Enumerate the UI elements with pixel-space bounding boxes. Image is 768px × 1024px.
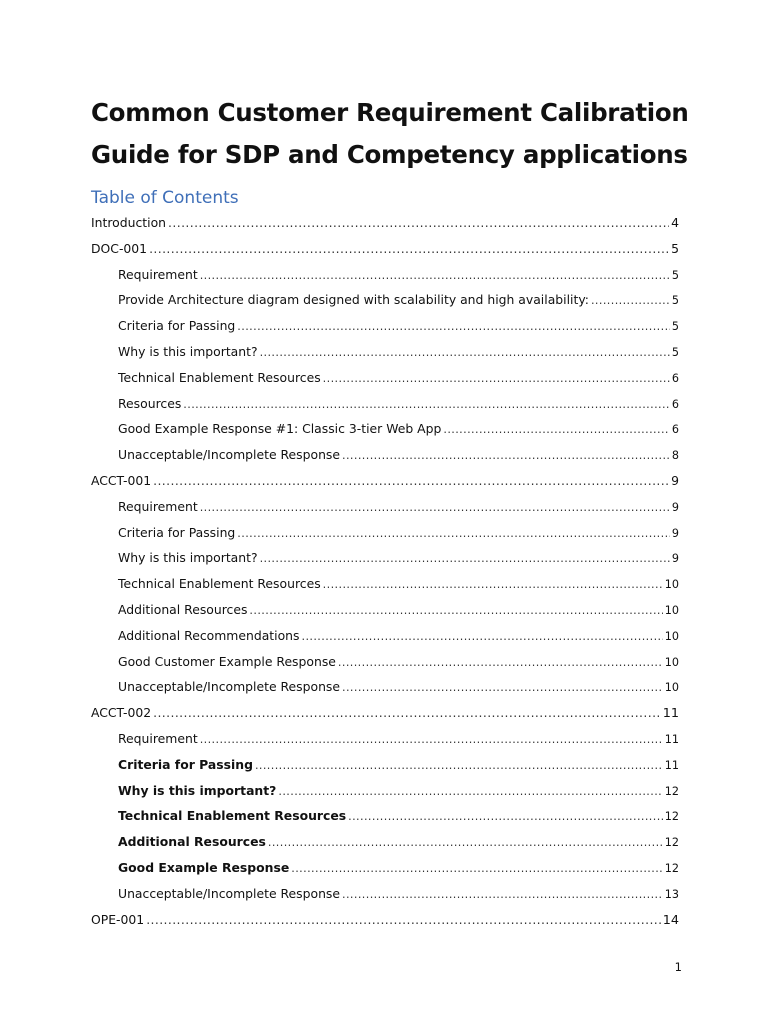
toc-entry-label: Requirement bbox=[118, 730, 198, 746]
toc-dot-leader bbox=[338, 650, 663, 676]
toc-dot-leader bbox=[260, 546, 670, 572]
toc-entry-label: Unacceptable/Incomplete Response bbox=[118, 679, 341, 695]
toc-entry[interactable] bbox=[91, 752, 679, 778]
toc-entry-label: Good Example Response #1: Classic 3-tier Web App bbox=[118, 421, 442, 437]
toc-entry-page: 9 bbox=[671, 526, 679, 540]
toc-dot-leader bbox=[301, 624, 662, 650]
toc-entry-label: ACCT-001 bbox=[91, 472, 152, 488]
toc-dot-leader bbox=[168, 210, 669, 236]
toc-entry-label: Additional Resources bbox=[118, 601, 248, 617]
toc-entry-page: 10 bbox=[664, 629, 679, 643]
toc-entry-page: 5 bbox=[671, 320, 679, 334]
toc-dot-leader bbox=[591, 288, 670, 314]
toc-entry-page: 4 bbox=[671, 215, 679, 230]
toc-entry[interactable] bbox=[91, 829, 679, 855]
toc-entry[interactable] bbox=[91, 623, 679, 649]
toc-entry-label: Criteria for Passing bbox=[118, 756, 253, 772]
toc-entry[interactable] bbox=[91, 416, 679, 442]
toc-entry[interactable] bbox=[91, 726, 679, 752]
toc-dot-leader bbox=[342, 882, 663, 908]
toc-entry-label: OPE-001 bbox=[91, 911, 145, 927]
toc-entry-page: 5 bbox=[671, 294, 679, 308]
page-number: 1 bbox=[674, 960, 682, 974]
toc-dot-leader bbox=[348, 804, 663, 830]
toc-entry[interactable] bbox=[91, 339, 679, 365]
toc-entry[interactable] bbox=[91, 571, 679, 597]
toc-dot-leader bbox=[153, 700, 661, 726]
toc-entry[interactable] bbox=[91, 210, 679, 236]
toc-entry[interactable] bbox=[91, 907, 679, 933]
toc-entry[interactable] bbox=[91, 391, 679, 417]
toc-entry-label: Why is this important? bbox=[118, 343, 258, 359]
toc-entry-page: 12 bbox=[664, 836, 679, 850]
toc-entry-page: 6 bbox=[671, 371, 679, 385]
toc-dot-leader bbox=[342, 675, 663, 701]
toc-dot-leader bbox=[200, 263, 670, 289]
toc-entry-label: ACCT-002 bbox=[91, 705, 152, 721]
toc-entry[interactable] bbox=[91, 262, 679, 288]
toc-entry-label: Requirement bbox=[118, 266, 198, 282]
toc-entry-page: 6 bbox=[671, 397, 679, 411]
toc-dot-leader bbox=[323, 366, 670, 392]
toc-entry-label: Technical Enablement Resources bbox=[118, 808, 347, 824]
toc-entry-label: Criteria for Passing bbox=[118, 318, 236, 334]
toc-entry-label: Technical Enablement Resources bbox=[118, 369, 321, 385]
toc-entry-page: 12 bbox=[664, 861, 679, 875]
toc-dot-leader bbox=[183, 392, 670, 418]
toc-entry-page: 13 bbox=[664, 887, 679, 901]
toc-entry-label: Good Customer Example Response bbox=[118, 653, 336, 669]
toc-entry-page: 9 bbox=[671, 500, 679, 514]
toc-dot-leader bbox=[237, 314, 670, 340]
toc-entry-page: 10 bbox=[664, 681, 679, 695]
toc-dot-leader bbox=[291, 856, 663, 882]
toc-entry-page: 5 bbox=[671, 240, 679, 256]
toc-entry[interactable] bbox=[91, 365, 679, 391]
toc-dot-leader bbox=[200, 727, 663, 753]
toc-dot-leader bbox=[149, 236, 669, 262]
toc-dot-leader bbox=[146, 907, 661, 933]
toc-entry[interactable] bbox=[91, 855, 679, 881]
toc-entry-page: 9 bbox=[671, 472, 679, 488]
toc-entry[interactable] bbox=[91, 287, 679, 313]
toc-entry-label: Additional Resources bbox=[118, 834, 266, 850]
toc-entry-label: Unacceptable/Incomplete Response bbox=[118, 885, 341, 901]
toc-heading: Table of Contents bbox=[91, 188, 239, 208]
toc-entry[interactable] bbox=[91, 520, 679, 546]
toc-dot-leader bbox=[342, 443, 670, 469]
toc-entry[interactable] bbox=[91, 700, 679, 726]
table-of-contents bbox=[91, 210, 679, 932]
toc-entry[interactable] bbox=[91, 803, 679, 829]
toc-entry-page: 5 bbox=[671, 268, 679, 282]
toc-entry-page: 8 bbox=[671, 449, 679, 463]
toc-entry-page: 12 bbox=[664, 810, 679, 824]
toc-dot-leader bbox=[260, 340, 670, 366]
toc-dot-leader bbox=[153, 468, 669, 494]
toc-entry[interactable] bbox=[91, 674, 679, 700]
toc-entry-label: Additional Recommendations bbox=[118, 627, 300, 643]
toc-entry-page: 6 bbox=[671, 423, 679, 437]
toc-dot-leader bbox=[443, 417, 670, 443]
toc-dot-leader bbox=[237, 521, 670, 547]
toc-entry-label: Why is this important? bbox=[118, 782, 277, 798]
toc-entry-label: Unacceptable/Incomplete Response bbox=[118, 447, 341, 463]
toc-entry-label: DOC-001 bbox=[91, 240, 148, 256]
toc-entry-label: Provide Architecture diagram designed with scalability and high availability: bbox=[118, 292, 589, 308]
toc-entry-page: 9 bbox=[671, 552, 679, 566]
toc-entry[interactable] bbox=[91, 778, 679, 804]
toc-entry-page: 12 bbox=[664, 784, 679, 798]
toc-entry[interactable] bbox=[91, 236, 679, 262]
toc-entry-label: Requirement bbox=[118, 498, 198, 514]
toc-entry-label: Technical Enablement Resources bbox=[118, 576, 321, 592]
toc-dot-leader bbox=[278, 779, 662, 805]
toc-dot-leader bbox=[323, 572, 663, 598]
toc-dot-leader bbox=[249, 598, 662, 624]
toc-entry-label: Resources bbox=[118, 395, 182, 411]
toc-entry-page: 10 bbox=[664, 578, 679, 592]
toc-entry-page: 11 bbox=[664, 732, 679, 746]
toc-entry-label: Good Example Response bbox=[118, 859, 290, 875]
toc-entry[interactable] bbox=[91, 881, 679, 907]
toc-entry-page: 11 bbox=[662, 706, 679, 722]
toc-entry-page: 14 bbox=[662, 912, 679, 928]
toc-entry-page: 10 bbox=[664, 655, 679, 669]
document-title: Common Customer Requirement Calibration Guide for SDP and Competency applications bbox=[91, 98, 689, 169]
toc-entry-page: 11 bbox=[664, 758, 679, 772]
toc-dot-leader bbox=[255, 753, 663, 779]
toc-entry-label: Why is this important? bbox=[118, 550, 258, 566]
toc-entry-page: 10 bbox=[664, 603, 679, 617]
toc-dot-leader bbox=[200, 495, 670, 521]
toc-entry[interactable] bbox=[91, 313, 679, 339]
toc-entry-page: 5 bbox=[671, 345, 679, 359]
toc-entry[interactable] bbox=[91, 468, 679, 494]
toc-dot-leader bbox=[268, 830, 663, 856]
toc-entry-label: Introduction bbox=[91, 215, 167, 230]
toc-entry[interactable] bbox=[91, 545, 679, 571]
toc-entry-label: Criteria for Passing bbox=[118, 524, 236, 540]
toc-entry[interactable] bbox=[91, 597, 679, 623]
toc-entry[interactable] bbox=[91, 494, 679, 520]
toc-entry[interactable] bbox=[91, 442, 679, 468]
toc-entry[interactable] bbox=[91, 649, 679, 675]
